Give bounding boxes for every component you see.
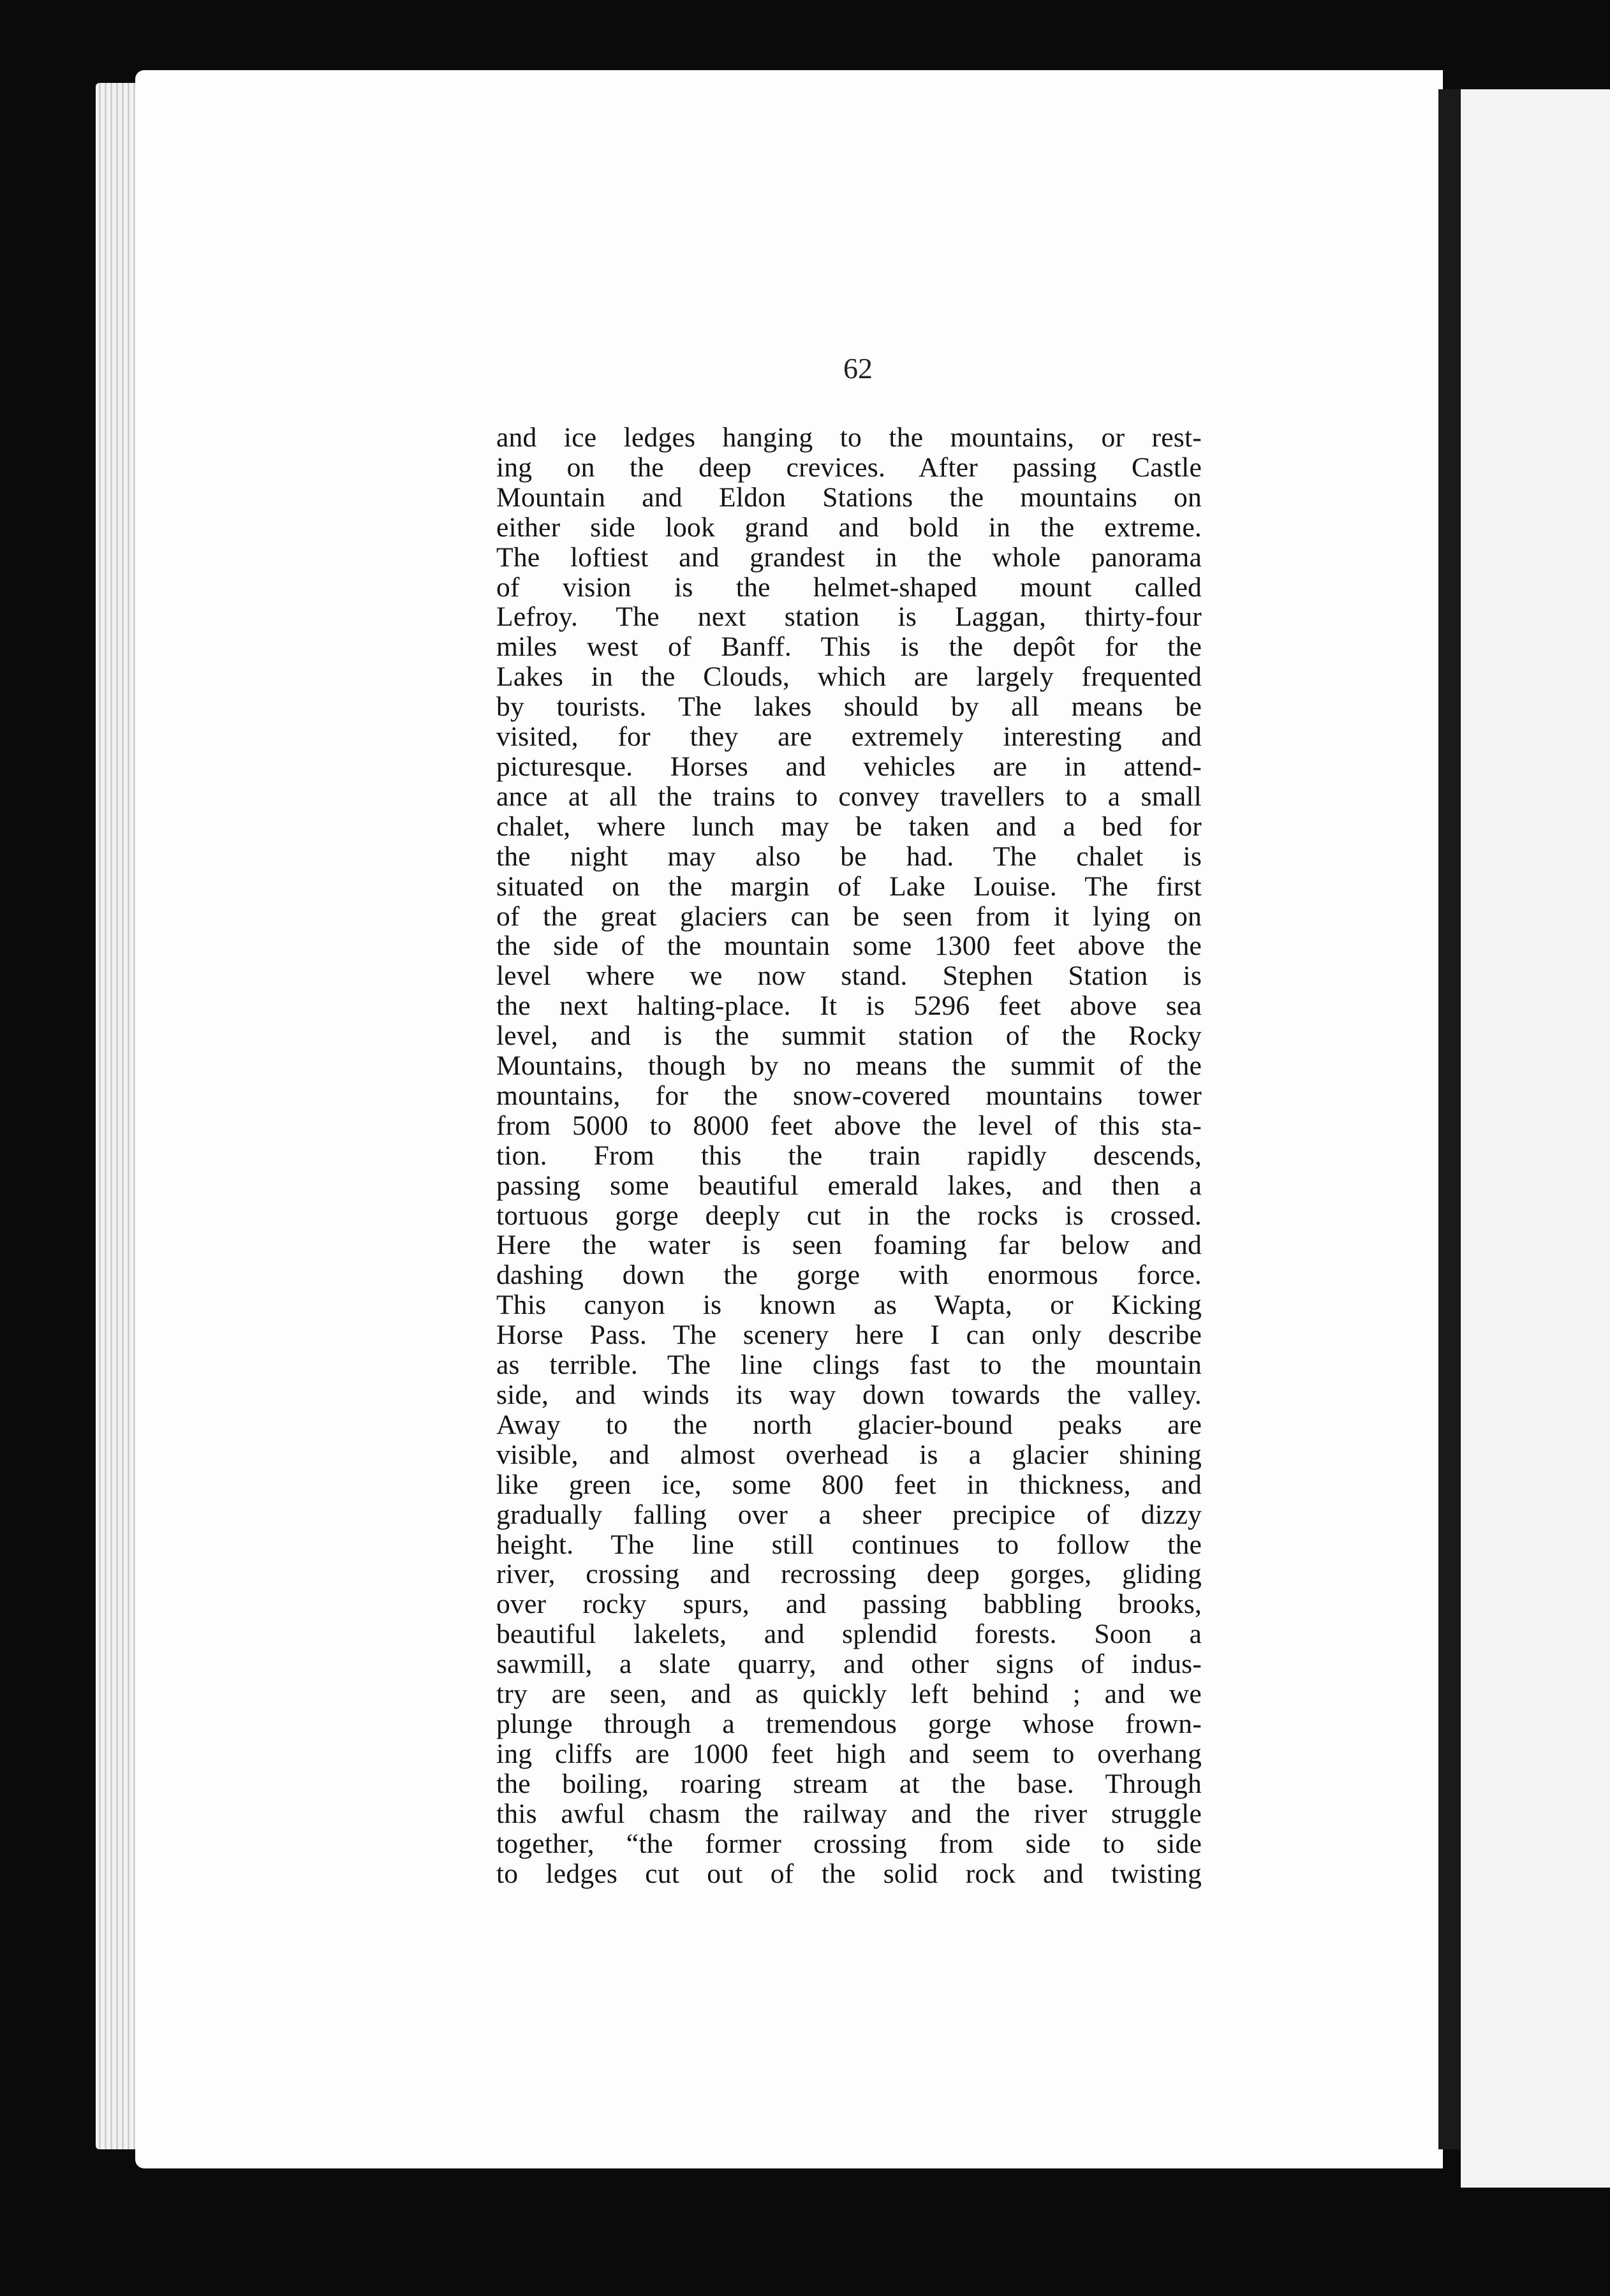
text-line: from 5000 to 8000 feet above the level of this sta- [496, 1110, 1202, 1141]
text-line: The loftiest and grandest in the whole panorama [496, 541, 1202, 573]
text-line: the boiling, roaring stream at the base. Through [496, 1768, 1202, 1799]
text-line: tortuous gorge deeply cut in the rocks is crossed. [496, 1200, 1202, 1231]
text-line: passing some beautiful emerald lakes, and then a [496, 1170, 1202, 1201]
text-line: tion. From this the train rapidly descends, [496, 1140, 1202, 1171]
text-line: ing on the deep crevices. After passing Castle [496, 452, 1202, 483]
text-line: height. The line still continues to follow the [496, 1529, 1202, 1560]
text-line: miles west of Banff. This is the depôt for the [496, 631, 1202, 663]
body-text [496, 423, 1202, 1888]
text-line: mountains, for the snow-covered mountains tower [496, 1080, 1202, 1111]
text-line: plunge through a tremendous gorge whose frown- [496, 1708, 1202, 1739]
text-line: ing cliffs are 1000 feet high and seem to overhang [496, 1738, 1202, 1769]
text-line: by tourists. The lakes should by all means be [496, 691, 1202, 723]
page-stack-edge [96, 83, 140, 2149]
text-line: chalet, where lunch may be taken and a bed for [496, 811, 1202, 842]
text-line: to ledges cut out of the solid rock and twisting [496, 1858, 1202, 1889]
text-line: visited, for they are extremely interesting and [496, 721, 1202, 753]
text-line: level where we now stand. Stephen Station is [496, 960, 1202, 992]
text-line: Mountains, though by no means the summit of the [496, 1050, 1202, 1082]
page-number: 62 [843, 352, 873, 385]
text-line: together, “the former crossing from side to side [496, 1828, 1202, 1859]
text-line: either side look grand and bold in the extreme. [496, 511, 1202, 543]
text-line: like green ice, some 800 feet in thickness, and [496, 1469, 1202, 1500]
text-line: ance at all the trains to convey travellers to a small [496, 781, 1202, 812]
text-line: dashing down the gorge with enormous force. [496, 1260, 1202, 1291]
text-line: the side of the mountain some 1300 feet above the [496, 931, 1202, 962]
book-page-right [1461, 89, 1610, 2188]
text-line: river, crossing and recrossing deep gorges, gliding [496, 1559, 1202, 1590]
text-line: over rocky spurs, and passing babbling brooks, [496, 1589, 1202, 1620]
text-line: and ice ledges hanging to the mountains, or rest- [496, 422, 1202, 453]
text-line: this awful chasm the railway and the river struggle [496, 1798, 1202, 1829]
text-line: the night may also be had. The chalet is [496, 841, 1202, 872]
text-line: Lakes in the Clouds, which are largely frequented [496, 661, 1202, 693]
text-line: try are seen, and as quickly left behind ; and we [496, 1679, 1202, 1710]
text-line: gradually falling over a sheer precipice of dizzy [496, 1499, 1202, 1530]
text-line: Away to the north glacier-bound peaks are [496, 1409, 1202, 1440]
text-line: side, and winds its way down towards the valley. [496, 1380, 1202, 1410]
text-line: of the great glaciers can be seen from it lying on [496, 901, 1202, 932]
text-line: of vision is the helmet-shaped mount called [496, 571, 1202, 603]
text-line: level, and is the summit station of the Rocky [496, 1020, 1202, 1052]
text-line: beautiful lakelets, and splendid forests. Soon a [496, 1619, 1202, 1650]
text-line: as terrible. The line clings fast to the mountain [496, 1350, 1202, 1381]
text-line: picturesque. Horses and vehicles are in attend- [496, 751, 1202, 782]
text-line: sawmill, a slate quarry, and other signs of indus- [496, 1649, 1202, 1680]
text-line: visible, and almost overhead is a glacier shining [496, 1439, 1202, 1470]
text-line: situated on the margin of Lake Louise. The first [496, 871, 1202, 902]
text-line: Here the water is seen foaming far below and [496, 1230, 1202, 1261]
text-line: the next halting-place. It is 5296 feet above sea [496, 990, 1202, 1022]
text-line: Horse Pass. The scenery here I can only describe [496, 1320, 1202, 1351]
text-line: Lefroy. The next station is Laggan, thirty-four [496, 601, 1202, 633]
book-gutter [1438, 89, 1460, 2149]
text-line: Mountain and Eldon Stations the mountains on [496, 482, 1202, 513]
text-line: This canyon is known as Wapta, or Kicking [496, 1290, 1202, 1321]
